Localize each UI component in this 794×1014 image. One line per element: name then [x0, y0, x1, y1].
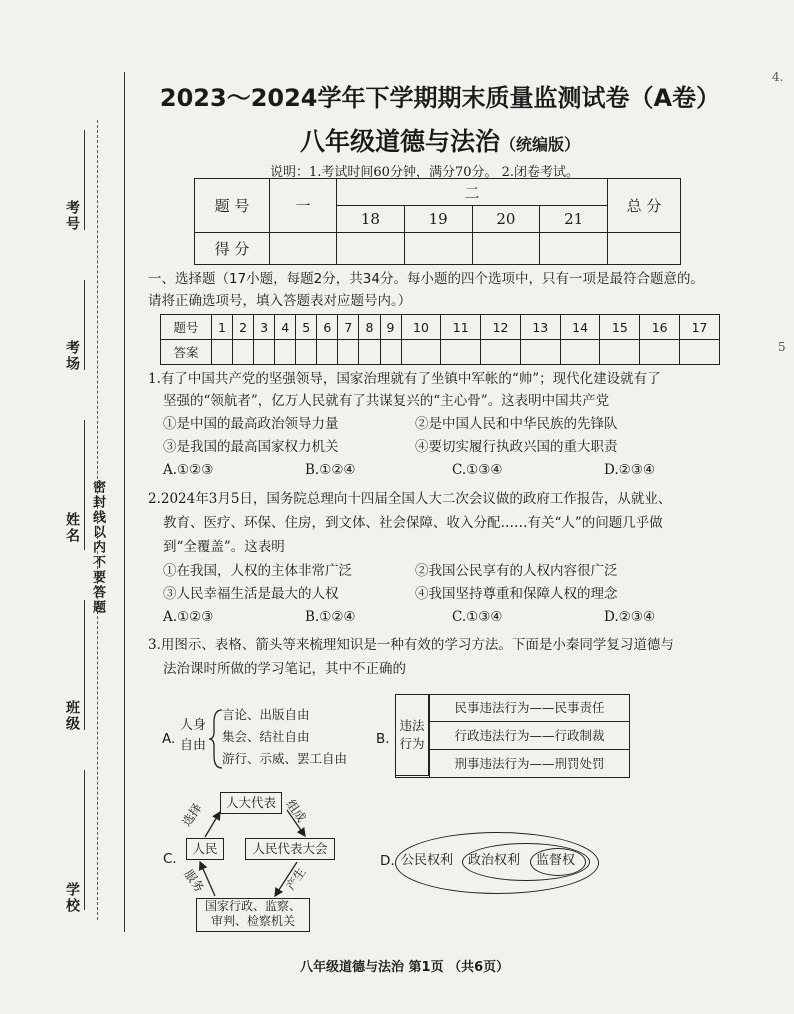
answer-cell[interactable] — [640, 340, 680, 365]
banji-line — [84, 600, 85, 730]
q3a-root-1: 人身 — [180, 718, 207, 733]
q3b-item-2: 行政违法行为——行政制裁 — [429, 721, 630, 750]
score-label-number: 题 号 — [195, 179, 270, 233]
answer-number: 2 — [233, 315, 254, 340]
answer-cell[interactable] — [401, 340, 441, 365]
side-label-banji: 班级 — [64, 700, 80, 732]
q3a-root-2: 自由 — [180, 738, 207, 753]
q2-choice-d[interactable]: D.②③④ — [604, 609, 655, 625]
answer-cell[interactable] — [600, 340, 640, 365]
answer-cell[interactable] — [317, 340, 338, 365]
score-subcol: 19 — [404, 206, 472, 233]
q3c-organs-1: 国家行政、监察、 — [204, 899, 301, 913]
answer-number: 16 — [640, 315, 680, 340]
q3b-label[interactable]: B. — [376, 731, 390, 747]
q3a-label[interactable]: A. — [162, 731, 176, 747]
q3d-label[interactable]: D. — [380, 853, 395, 869]
q3c-organs — [196, 898, 310, 932]
answer-table — [160, 314, 720, 365]
answer-cell[interactable] — [560, 340, 600, 365]
q3c-label[interactable]: C. — [163, 851, 177, 867]
q2-stem-2: 教育、医疗、环保、住房，到文体、社会保障、收入分配……有关“人”的问题几乎做 — [163, 515, 663, 531]
q2-choice-b[interactable]: B.①②④ — [305, 609, 356, 625]
q3b-root: 违法行为 — [395, 694, 429, 776]
answer-cell[interactable] — [212, 340, 233, 365]
score-cell[interactable] — [404, 233, 472, 265]
q2-stem-1: 2.2024年3月5日，国务院总理向十四届全国人大二次会议做的政府工作报告，从就业、 — [148, 491, 672, 507]
answer-cell[interactable] — [380, 340, 401, 365]
answer-cell[interactable] — [233, 340, 254, 365]
score-label-score: 得 分 — [195, 233, 270, 265]
answer-number: 8 — [359, 315, 380, 340]
answer-number: 5 — [296, 315, 317, 340]
q1-choice-a[interactable]: A.①②③ — [163, 462, 214, 478]
q3-stem-1: 3.用图示、表格、箭头等来梳理知识是一种有效的学习方法。下面是小秦同学复习道德与 — [148, 637, 674, 653]
q1-choice-d[interactable]: D.②③④ — [604, 462, 655, 478]
xingming-line — [84, 420, 85, 550]
answer-cell[interactable] — [254, 340, 275, 365]
edge-mark-mid: 5 — [778, 340, 786, 354]
side-label-kaohao: 考号 — [64, 200, 80, 232]
q1-choice-c[interactable]: C.①③④ — [452, 462, 503, 478]
kaohao-line — [84, 130, 85, 230]
answer-number: 9 — [380, 315, 401, 340]
score-subcol: 18 — [337, 206, 405, 233]
q1-choice-b[interactable]: B.①②④ — [305, 462, 356, 478]
q3c-form: 组成 — [283, 797, 309, 825]
answer-label-number: 题号 — [161, 315, 212, 340]
score-col-two: 二 — [337, 179, 608, 206]
section1-heading-2: 请将正确选项号，填入答题表对应题号内。） — [148, 293, 412, 309]
edition-label: （统编版） — [500, 135, 581, 154]
q1-stem-1: 1.有了中国共产党的坚强领导，国家治理就有了坐镇中军帐的“帅”；现代化建设就有了 — [148, 371, 661, 387]
q3c-produce: 产生 — [283, 865, 309, 893]
q2-option-1: ①在我国，人权的主体非常广泛 — [163, 563, 352, 579]
answer-cell[interactable] — [680, 340, 720, 365]
side-label-xingming: 姓名 — [64, 512, 80, 544]
q3a-item-3: 游行、示威、罢工自由 — [222, 751, 348, 766]
exam-subtitle — [130, 122, 750, 158]
answer-cell[interactable] — [275, 340, 296, 365]
q2-option-3: ③人民幸福生活是最大的人权 — [163, 586, 339, 602]
answer-number: 15 — [600, 315, 640, 340]
q3c-serve: 服务 — [181, 867, 207, 895]
q2-stem-3: 到“全覆盖”。这表明 — [163, 539, 285, 555]
q1-option-2: ②是中国人民和中华民族的先锋队 — [415, 416, 618, 432]
answer-number: 17 — [680, 315, 720, 340]
q3d-outer-label: 公民权利 — [401, 853, 454, 868]
q3c-elect: 选择 — [179, 801, 205, 829]
q1-option-1: ①是中国的最高政治领导力量 — [163, 416, 339, 432]
q3c-people: 人民 — [186, 838, 224, 860]
answer-number: 1 — [212, 315, 233, 340]
q1-option-3: ③是我国的最高国家权力机关 — [163, 439, 339, 455]
section1-heading: 一、选择题（17小题，每题2分，共34分。每小题的四个选项中，只有一项是最符合题意的。 — [148, 271, 704, 287]
score-cell[interactable] — [337, 233, 405, 265]
answer-number: 13 — [520, 315, 560, 340]
score-total: 总 分 — [608, 179, 681, 233]
answer-number: 3 — [254, 315, 275, 340]
answer-cell[interactable] — [520, 340, 560, 365]
score-cell[interactable] — [608, 233, 681, 265]
seal-notice: 密封线以内不要答题 — [90, 480, 105, 615]
q3d-mid-label: 政治权利 — [468, 853, 521, 868]
q3c-deputy: 人大代表 — [220, 792, 282, 814]
side-label-xuexiao: 学校 — [64, 882, 80, 914]
score-table — [194, 178, 681, 265]
score-cell[interactable] — [270, 233, 337, 265]
score-cell[interactable] — [540, 233, 608, 265]
xuexiao-line — [84, 770, 85, 910]
answer-label-answer: 答案 — [161, 340, 212, 365]
score-subcol: 20 — [472, 206, 540, 233]
answer-number: 7 — [338, 315, 359, 340]
edge-mark-top: 4. — [772, 70, 784, 84]
answer-cell[interactable] — [359, 340, 380, 365]
q3a-item-2: 集会、结社自由 — [222, 729, 310, 744]
q2-option-2: ②我国公民享有的人权内容很广泛 — [415, 563, 618, 579]
answer-number: 14 — [560, 315, 600, 340]
score-col-one: 一 — [270, 179, 337, 233]
q3-stem-2: 法治课时所做的学习笔记，其中不正确的 — [163, 661, 406, 677]
answer-cell[interactable] — [296, 340, 317, 365]
answer-number: 12 — [481, 315, 521, 340]
subject-name: 八年级道德与法治 — [299, 127, 500, 156]
kaochang-line — [84, 280, 85, 370]
page-footer: 八年级道德与法治 第1页 （共6页） — [300, 960, 510, 975]
answer-cell[interactable] — [441, 340, 481, 365]
q2-option-4: ④我国坚持尊重和保障人权的理念 — [415, 586, 618, 602]
q3c-congress: 人民代表大会 — [245, 838, 335, 860]
answer-number: 11 — [441, 315, 481, 340]
q1-stem-2: 坚强的“领航者”，亿万人民就有了共谋复兴的“主心骨”。这表明中国共产党 — [163, 393, 610, 409]
exam-title: 2023～2024学年下学期期末质量监测试卷（A卷） — [159, 84, 721, 112]
score-subcol: 21 — [540, 206, 608, 233]
answer-cell[interactable] — [481, 340, 521, 365]
answer-number: 4 — [275, 315, 296, 340]
answer-number: 10 — [401, 315, 441, 340]
score-cell[interactable] — [472, 233, 540, 265]
q3b-item-3: 刑事违法行为——刑罚处罚 — [429, 749, 630, 778]
q3b-item-1: 民事违法行为——民事责任 — [429, 694, 630, 722]
q3a-item-1: 言论、出版自由 — [222, 707, 310, 722]
exam-instructions: 说明：1.考试时间60分钟，满分70分。 2.闭卷考试。 — [270, 165, 580, 180]
q3d-inner-label: 监督权 — [536, 853, 576, 868]
side-label-kaochang: 考场 — [64, 340, 80, 372]
answer-cell[interactable] — [338, 340, 359, 365]
margin-line — [124, 72, 125, 932]
q3c-organs-2: 审判、检察机关 — [210, 914, 295, 928]
q1-option-4: ④要切实履行执政兴国的重大职责 — [415, 439, 618, 455]
answer-number: 6 — [317, 315, 338, 340]
q2-choice-c[interactable]: C.①③④ — [452, 609, 503, 625]
q2-choice-a[interactable]: A.①②③ — [163, 609, 214, 625]
